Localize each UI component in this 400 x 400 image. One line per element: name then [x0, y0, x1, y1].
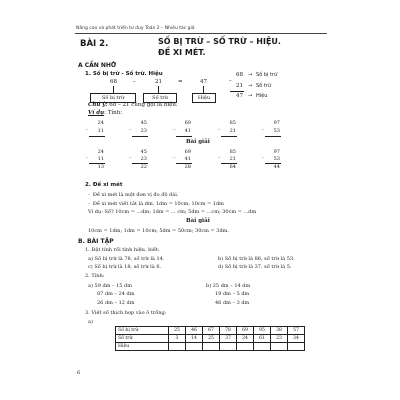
ex2-right-1: b) 25 dm – 14 dm	[206, 283, 251, 289]
item1-heading: 1. Số bị trừ - Số trừ. Hiệu	[85, 71, 163, 77]
problem-3-rule	[176, 136, 192, 137]
example-text: : Tính:	[104, 110, 123, 116]
problem-2-sign: _	[129, 124, 132, 130]
problem-1-top: 24	[97, 120, 104, 126]
solved-1-top: 24	[97, 149, 104, 155]
ex2-right-2: 19 dm – 5 dm	[215, 291, 250, 297]
ex2-heading: 2. Tính:	[85, 273, 105, 279]
eq-difference: 47	[200, 79, 207, 85]
ex2-left-1: a) 59 dm – 15 dm	[88, 283, 132, 289]
dm-bullet-2-text: Đề xi mét viết tắt là dm. 1dm = 10cm; 10cm = 1dm	[92, 201, 224, 207]
table-cell-empty[interactable]	[186, 343, 203, 351]
solved-3-top: 69	[184, 149, 191, 155]
lesson-title-line1: SỐ BỊ TRỪ – SỐ TRỪ – HIỆU.	[158, 37, 281, 46]
solved-3-answer: 28	[184, 164, 191, 170]
table-row	[116, 327, 305, 335]
solved-4-sign: _	[218, 152, 221, 158]
table-cell: 34	[288, 335, 305, 343]
table-cell: 24	[237, 335, 254, 343]
solved-1-sign: _	[86, 152, 89, 158]
note-label: Chú ý:	[88, 102, 108, 108]
dm-bullet-2: - Đề xi mét viết tắt là dm. 1dm = 10cm; 10cm = 1dm	[88, 201, 224, 207]
box-difference: Hiệu	[192, 93, 216, 103]
problem-2-rule	[132, 136, 148, 137]
ex1-item-a: a) Số bị trừ là 78, số trừ là 14.	[88, 256, 165, 262]
problem-2-top: 45	[140, 120, 147, 126]
lesson-title-line2: ĐỀ XI MÉT.	[158, 48, 206, 57]
section-b-heading: B. BÀI TẬP	[78, 238, 114, 245]
table-cell: 95	[254, 327, 271, 335]
dm-bullet-1-text: Đề xi mét là một đơn vị đo độ dài.	[92, 192, 179, 198]
solved-2-top: 45	[140, 149, 147, 155]
dm-example: Ví dụ: Số? 10cm = ...dm; 1dm = ... cm; 5dm = ...cm; 30cm = ...dm	[88, 209, 257, 215]
problem-1-bot: 11	[97, 128, 104, 134]
problem-5-bot: 53	[273, 128, 280, 134]
table-cell: 37	[220, 335, 237, 343]
ex2-left-3: 26 dm – 12 dm	[97, 300, 135, 306]
table-cell-empty[interactable]	[220, 343, 237, 351]
box-minuend: Số bị trừ	[90, 93, 136, 103]
section-a-heading: A CẦN NHỚ	[78, 62, 117, 69]
eq-equals: =	[178, 79, 183, 85]
solution-heading: Bài giải	[186, 139, 210, 145]
problem-1-sign: _	[86, 124, 89, 130]
solved-1-answer: 13	[97, 164, 104, 170]
table-cell: 69	[237, 327, 254, 335]
table-cell-empty[interactable]	[237, 343, 254, 351]
problem-5-rule	[265, 136, 281, 137]
page-number: 6	[77, 370, 81, 376]
table-cell: 67	[203, 327, 220, 335]
row-label-minuend: Số bị trừ	[116, 327, 169, 335]
solved-2-sign: _	[129, 152, 132, 158]
vert-bot: 47	[236, 93, 243, 99]
problem-1-rule	[89, 136, 105, 137]
table-cell: 14	[186, 335, 203, 343]
problem-5-sign: _	[262, 124, 265, 130]
box-subtrahend: Số trừ	[143, 93, 177, 103]
solved-4-bot: 21	[229, 156, 236, 162]
solved-4-top: 85	[229, 149, 236, 155]
solved-1-bot: 11	[97, 156, 104, 162]
eq-subtrahend: 21	[155, 79, 162, 85]
table-cell: 57	[288, 327, 305, 335]
row-label-difference: Hiệu	[116, 343, 169, 351]
problem-4-bot: 21	[229, 128, 236, 134]
ex1-heading: 1. Đặt tính rồi tính hiệu, biết:	[85, 247, 160, 253]
table-cell: 23	[271, 335, 288, 343]
ex3-heading: 3. Viết số thích hợp vào ô trống:	[85, 310, 167, 316]
vert-rule	[230, 91, 244, 92]
ex1-item-b: b) Số bị trừ là 86, số trừ là 53.	[218, 256, 295, 262]
row-label-subtrahend: Số trừ	[116, 335, 169, 343]
note-text: 68 – 21 cũng gọi là hiệu.	[109, 102, 178, 108]
ex3-part-a: a)	[88, 319, 93, 325]
arrow-right-icon: →	[248, 72, 253, 78]
solved-2-answer: 22	[140, 164, 147, 170]
problem-4-sign: _	[218, 124, 221, 130]
problem-5-top: 97	[273, 120, 280, 126]
table-cell: 38	[271, 327, 288, 335]
ex3-table	[115, 326, 305, 351]
problem-3-bot: 41	[184, 128, 191, 134]
table-cell-empty[interactable]	[271, 343, 288, 351]
vert-sign: –	[229, 78, 232, 84]
ex2-right-3: 46 dm – 3 dm	[215, 300, 250, 306]
solved-5-answer: 44	[273, 164, 280, 170]
problem-3-top: 69	[184, 120, 191, 126]
problem-2-bot: 23	[140, 128, 147, 134]
table-cell: 25	[203, 335, 220, 343]
vert-top: 68	[236, 72, 243, 78]
table-cell: 78	[220, 327, 237, 335]
item2-heading: 2. Đề xi mét	[85, 182, 123, 188]
table-row	[116, 343, 305, 351]
dm-bullet-1: - Đề xi mét là một đơn vị đo độ dài.	[88, 192, 179, 198]
arrow-right-icon: →	[248, 93, 253, 99]
label-subtrahend: Số trừ	[256, 83, 272, 89]
vert-mid: 21	[236, 83, 243, 89]
table-cell: 61	[254, 335, 271, 343]
solved-5-sign: _	[262, 152, 265, 158]
dm-solution: 10cm = 1dm; 1dm = 10cm; 5dm = 50cm; 30cm = 3dm.	[88, 228, 229, 234]
table-cell: 3	[169, 335, 186, 343]
table-cell-empty[interactable]	[203, 343, 220, 351]
problem-4-top: 85	[229, 120, 236, 126]
arrow-right-icon: →	[248, 83, 253, 89]
example	[88, 110, 122, 117]
header-rule	[75, 33, 327, 34]
label-minuend: Số bị trừ	[256, 72, 278, 78]
solved-5-top: 97	[273, 149, 280, 155]
solved-4-answer: 64	[229, 164, 236, 170]
table-cell-empty[interactable]	[254, 343, 271, 351]
table-cell-empty[interactable]	[288, 343, 305, 351]
solved-3-bot: 41	[184, 156, 191, 162]
table-cell: 25	[169, 327, 186, 335]
lesson-label: BÀI 2.	[80, 39, 109, 49]
label-difference: Hiệu	[256, 93, 268, 99]
example-label: Ví dụ	[88, 110, 105, 116]
solved-3-sign: _	[173, 152, 176, 158]
ex1-item-c: c) Số bị trừ là 18, số trừ là 6.	[88, 264, 162, 270]
table-cell-empty[interactable]	[169, 343, 186, 351]
running-header: Nâng cao và phát triển tư duy Toán 2 – Nhiều tác giả	[76, 26, 195, 31]
ex1-item-d: d) Số bị trừ là 37, số trừ là 5.	[218, 264, 292, 270]
problem-4-rule	[221, 136, 237, 137]
table-row	[116, 335, 305, 343]
ex2-left-2: 87 dm – 24 dm	[97, 291, 135, 297]
solved-5-bot: 53	[273, 156, 280, 162]
dm-solution-heading: Bài giải	[186, 218, 210, 224]
eq-minus: –	[133, 79, 136, 85]
note	[88, 102, 178, 109]
problem-3-sign: _	[173, 124, 176, 130]
solved-2-bot: 23	[140, 156, 147, 162]
eq-minuend: 68	[110, 79, 117, 85]
table-cell: 46	[186, 327, 203, 335]
